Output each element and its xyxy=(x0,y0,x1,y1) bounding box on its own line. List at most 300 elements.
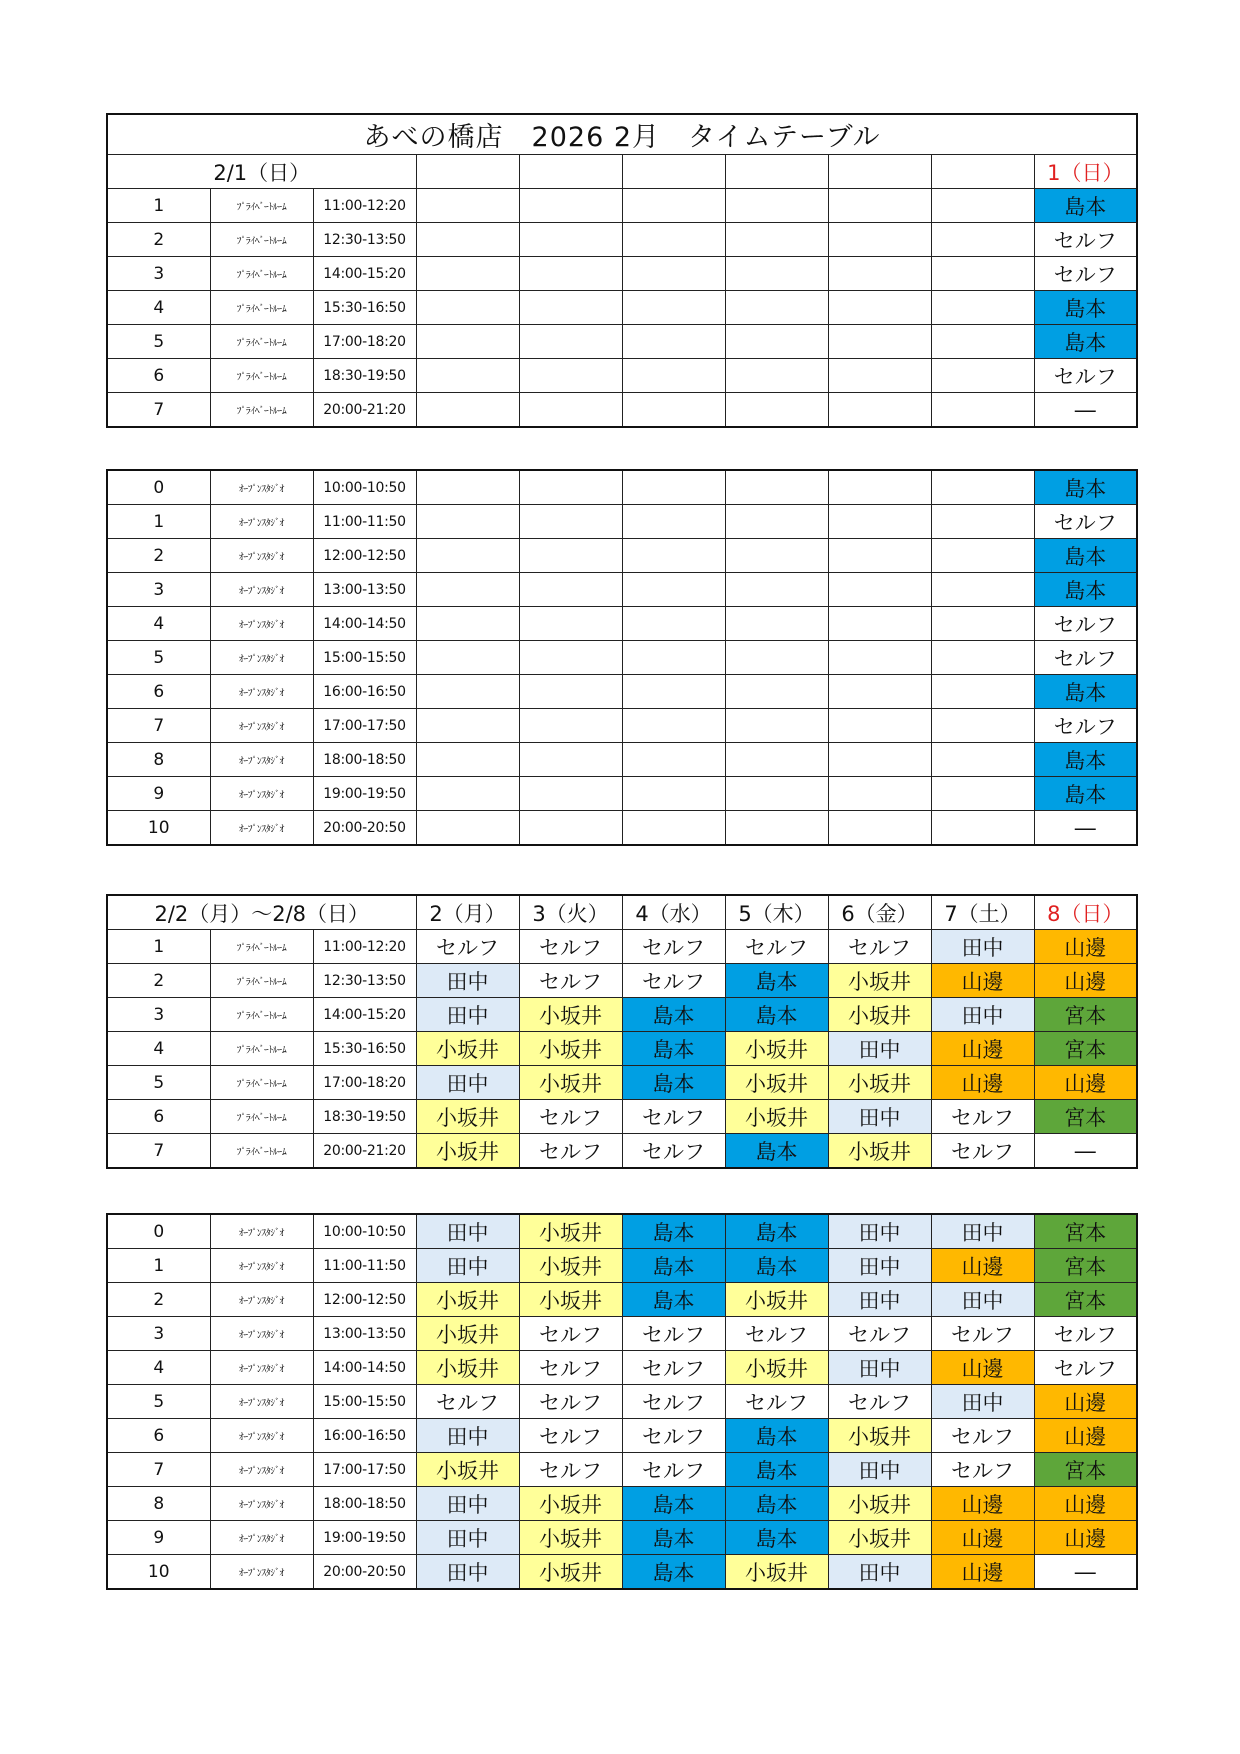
instructor-cell: 田中 xyxy=(416,1249,519,1283)
instructor-cell xyxy=(931,470,1034,505)
instructor-cell xyxy=(828,257,931,291)
instructor-cell xyxy=(622,811,725,846)
instructor-cell: 小坂井 xyxy=(725,1555,828,1590)
day-header xyxy=(622,155,725,189)
room-type: ｵｰﾌﾟﾝｽﾀｼﾞｵ xyxy=(210,675,313,709)
instructor-cell xyxy=(725,777,828,811)
instructor-cell: セルフ xyxy=(931,1134,1034,1169)
instructor-cell xyxy=(622,607,725,641)
time-slot: 14:00-14:50 xyxy=(313,1351,416,1385)
instructor-cell: セルフ xyxy=(519,1385,622,1419)
instructor-cell xyxy=(931,539,1034,573)
instructor-cell xyxy=(725,573,828,607)
slot-number: 1 xyxy=(107,189,210,223)
instructor-cell: 小坂井 xyxy=(519,1066,622,1100)
time-slot: 20:00-20:50 xyxy=(313,811,416,846)
instructor-cell: 宮本 xyxy=(1034,1032,1137,1066)
instructor-cell xyxy=(725,709,828,743)
table-row xyxy=(107,539,1137,573)
table-row xyxy=(107,743,1137,777)
instructor-cell xyxy=(725,743,828,777)
instructor-cell: 田中 xyxy=(828,1351,931,1385)
instructor-cell xyxy=(725,470,828,505)
time-slot: 18:30-19:50 xyxy=(313,1100,416,1134)
instructor-cell xyxy=(931,777,1034,811)
instructor-cell: セルフ xyxy=(519,1419,622,1453)
table-row xyxy=(107,1351,1137,1385)
date-header-row xyxy=(107,895,1137,930)
instructor-cell: 小坂井 xyxy=(828,1419,931,1453)
instructor-cell xyxy=(519,709,622,743)
instructor-cell xyxy=(725,607,828,641)
day-header: 8（日） xyxy=(1034,895,1137,930)
instructor-cell: セルフ xyxy=(828,930,931,964)
instructor-cell: 宮本 xyxy=(1034,1100,1137,1134)
instructor-cell: 小坂井 xyxy=(416,1032,519,1066)
time-slot: 16:00-16:50 xyxy=(313,675,416,709)
instructor-cell: 宮本 xyxy=(1034,998,1137,1032)
instructor-cell: 島本 xyxy=(622,1066,725,1100)
instructor-cell: 宮本 xyxy=(1034,1214,1137,1249)
time-slot: 16:00-16:50 xyxy=(313,1419,416,1453)
table-row xyxy=(107,1555,1137,1590)
instructor-cell xyxy=(519,811,622,846)
room-type: ｵｰﾌﾟﾝｽﾀｼﾞｵ xyxy=(210,1521,313,1555)
time-slot: 19:00-19:50 xyxy=(313,777,416,811)
instructor-cell: セルフ xyxy=(931,1453,1034,1487)
instructor-cell xyxy=(931,359,1034,393)
instructor-cell xyxy=(931,607,1034,641)
room-type: ｵｰﾌﾟﾝｽﾀｼﾞｵ xyxy=(210,811,313,846)
instructor-cell xyxy=(622,539,725,573)
instructor-cell xyxy=(931,675,1034,709)
instructor-cell: セルフ xyxy=(1034,257,1137,291)
instructor-cell: 山邊 xyxy=(931,1249,1034,1283)
instructor-cell xyxy=(416,189,519,223)
instructor-cell xyxy=(622,470,725,505)
instructor-cell: 小坂井 xyxy=(519,1249,622,1283)
instructor-cell: 島本 xyxy=(1034,539,1137,573)
instructor-cell xyxy=(828,777,931,811)
instructor-cell: 島本 xyxy=(1034,743,1137,777)
instructor-cell xyxy=(622,257,725,291)
instructor-cell: 島本 xyxy=(725,998,828,1032)
instructor-cell: 島本 xyxy=(725,1249,828,1283)
instructor-cell: 島本 xyxy=(725,1419,828,1453)
instructor-cell xyxy=(416,641,519,675)
slot-number: 2 xyxy=(107,539,210,573)
instructor-cell: 山邊 xyxy=(1034,1419,1137,1453)
instructor-cell xyxy=(828,393,931,428)
instructor-cell xyxy=(519,777,622,811)
instructor-cell: セルフ xyxy=(622,1100,725,1134)
room-type: ﾌﾟﾗｲﾍﾞｰﾄﾙｰﾑ xyxy=(210,1066,313,1100)
slot-number: 10 xyxy=(107,811,210,846)
instructor-cell xyxy=(416,257,519,291)
instructor-cell xyxy=(519,223,622,257)
room-type: ｵｰﾌﾟﾝｽﾀｼﾞｵ xyxy=(210,743,313,777)
instructor-cell: ― xyxy=(1034,1134,1137,1169)
instructor-cell xyxy=(622,505,725,539)
room-type: ﾌﾟﾗｲﾍﾞｰﾄﾙｰﾑ xyxy=(210,223,313,257)
instructor-cell: セルフ xyxy=(725,1385,828,1419)
instructor-cell: 小坂井 xyxy=(828,1134,931,1169)
table-row xyxy=(107,641,1137,675)
room-type: ﾌﾟﾗｲﾍﾞｰﾄﾙｰﾑ xyxy=(210,1134,313,1169)
instructor-cell: 島本 xyxy=(622,1249,725,1283)
instructor-cell xyxy=(828,573,931,607)
time-slot: 12:30-13:50 xyxy=(313,964,416,998)
day-header: 1（日） xyxy=(1034,155,1137,189)
table-row xyxy=(107,1100,1137,1134)
time-slot: 20:00-21:20 xyxy=(313,1134,416,1169)
instructor-cell xyxy=(828,291,931,325)
instructor-cell: 小坂井 xyxy=(519,998,622,1032)
instructor-cell: 田中 xyxy=(828,1453,931,1487)
instructor-cell xyxy=(622,777,725,811)
instructor-cell: 田中 xyxy=(931,1283,1034,1317)
date-range-label: 2/2（月）～2/8（日） xyxy=(107,895,416,930)
instructor-cell: セルフ xyxy=(725,1317,828,1351)
table-row xyxy=(107,1249,1137,1283)
instructor-cell xyxy=(725,223,828,257)
room-type: ｵｰﾌﾟﾝｽﾀｼﾞｵ xyxy=(210,470,313,505)
instructor-cell: 島本 xyxy=(622,998,725,1032)
instructor-cell xyxy=(416,811,519,846)
room-type: ｵｰﾌﾟﾝｽﾀｼﾞｵ xyxy=(210,1555,313,1590)
instructor-cell: 山邊 xyxy=(931,1032,1034,1066)
table-row xyxy=(107,257,1137,291)
room-type: ｵｰﾌﾟﾝｽﾀｼﾞｵ xyxy=(210,1283,313,1317)
instructor-cell: 小坂井 xyxy=(519,1283,622,1317)
time-slot: 12:00-12:50 xyxy=(313,539,416,573)
table-row xyxy=(107,470,1137,505)
instructor-cell: 山邊 xyxy=(931,1521,1034,1555)
table-row xyxy=(107,189,1137,223)
table-row xyxy=(107,505,1137,539)
instructor-cell xyxy=(519,325,622,359)
slot-number: 2 xyxy=(107,223,210,257)
instructor-cell xyxy=(622,675,725,709)
time-slot: 13:00-13:50 xyxy=(313,573,416,607)
instructor-cell: 小坂井 xyxy=(416,1317,519,1351)
instructor-cell: セルフ xyxy=(622,1351,725,1385)
instructor-cell: セルフ xyxy=(622,1385,725,1419)
time-slot: 11:00-11:50 xyxy=(313,505,416,539)
instructor-cell: セルフ xyxy=(622,1419,725,1453)
instructor-cell xyxy=(519,573,622,607)
table-row xyxy=(107,1317,1137,1351)
instructor-cell xyxy=(828,505,931,539)
instructor-cell xyxy=(622,641,725,675)
time-slot: 18:00-18:50 xyxy=(313,743,416,777)
instructor-cell: 小坂井 xyxy=(416,1351,519,1385)
instructor-cell xyxy=(622,393,725,428)
instructor-cell: セルフ xyxy=(931,1100,1034,1134)
instructor-cell xyxy=(519,359,622,393)
room-type: ﾌﾟﾗｲﾍﾞｰﾄﾙｰﾑ xyxy=(210,1032,313,1066)
room-type: ﾌﾟﾗｲﾍﾞｰﾄﾙｰﾑ xyxy=(210,189,313,223)
time-slot: 17:00-17:50 xyxy=(313,1453,416,1487)
instructor-cell: セルフ xyxy=(828,1385,931,1419)
instructor-cell: 田中 xyxy=(931,1385,1034,1419)
time-slot: 19:00-19:50 xyxy=(313,1521,416,1555)
day-header: 7（土） xyxy=(931,895,1034,930)
slot-number: 4 xyxy=(107,607,210,641)
time-slot: 14:00-15:20 xyxy=(313,998,416,1032)
instructor-cell xyxy=(725,675,828,709)
instructor-cell xyxy=(622,359,725,393)
instructor-cell xyxy=(931,709,1034,743)
time-slot: 17:00-18:20 xyxy=(313,1066,416,1100)
day-header xyxy=(828,155,931,189)
instructor-cell xyxy=(931,573,1034,607)
instructor-cell: 小坂井 xyxy=(828,1066,931,1100)
table-row xyxy=(107,930,1137,964)
instructor-cell xyxy=(931,743,1034,777)
instructor-cell: セルフ xyxy=(416,930,519,964)
instructor-cell: 島本 xyxy=(622,1283,725,1317)
slot-number: 3 xyxy=(107,998,210,1032)
instructor-cell: セルフ xyxy=(622,1134,725,1169)
table-row xyxy=(107,393,1137,428)
title-row xyxy=(107,114,1137,155)
instructor-cell xyxy=(622,709,725,743)
instructor-cell: 島本 xyxy=(725,964,828,998)
instructor-cell: 小坂井 xyxy=(416,1100,519,1134)
instructor-cell: 山邊 xyxy=(931,1066,1034,1100)
time-slot: 15:00-15:50 xyxy=(313,1385,416,1419)
instructor-cell: 山邊 xyxy=(1034,1521,1137,1555)
instructor-cell xyxy=(931,257,1034,291)
time-slot: 20:00-20:50 xyxy=(313,1555,416,1590)
instructor-cell: セルフ xyxy=(1034,359,1137,393)
instructor-cell: 田中 xyxy=(416,1419,519,1453)
table-week-open xyxy=(106,1213,1138,1590)
slot-number: 1 xyxy=(107,930,210,964)
slot-number: 7 xyxy=(107,1453,210,1487)
instructor-cell xyxy=(416,675,519,709)
time-slot: 11:00-12:20 xyxy=(313,930,416,964)
time-slot: 18:30-19:50 xyxy=(313,359,416,393)
instructor-cell: 島本 xyxy=(1034,470,1137,505)
instructor-cell xyxy=(931,325,1034,359)
instructor-cell: 田中 xyxy=(931,930,1034,964)
time-slot: 15:00-15:50 xyxy=(313,641,416,675)
instructor-cell: 小坂井 xyxy=(416,1283,519,1317)
slot-number: 4 xyxy=(107,1032,210,1066)
instructor-cell xyxy=(828,811,931,846)
instructor-cell xyxy=(519,539,622,573)
instructor-cell xyxy=(622,743,725,777)
instructor-cell: 山邊 xyxy=(1034,1066,1137,1100)
slot-number: 5 xyxy=(107,1066,210,1100)
instructor-cell: 島本 xyxy=(725,1214,828,1249)
room-type: ﾌﾟﾗｲﾍﾞｰﾄﾙｰﾑ xyxy=(210,393,313,428)
instructor-cell xyxy=(622,573,725,607)
instructor-cell xyxy=(931,393,1034,428)
table-row xyxy=(107,1066,1137,1100)
instructor-cell: 小坂井 xyxy=(519,1032,622,1066)
slot-number: 5 xyxy=(107,325,210,359)
room-type: ﾌﾟﾗｲﾍﾞｰﾄﾙｰﾑ xyxy=(210,359,313,393)
instructor-cell: ― xyxy=(1034,811,1137,846)
room-type: ﾌﾟﾗｲﾍﾞｰﾄﾙｰﾑ xyxy=(210,998,313,1032)
instructor-cell: 島本 xyxy=(622,1521,725,1555)
instructor-cell xyxy=(725,811,828,846)
room-type: ﾌﾟﾗｲﾍﾞｰﾄﾙｰﾑ xyxy=(210,930,313,964)
room-type: ｵｰﾌﾟﾝｽﾀｼﾞｵ xyxy=(210,1419,313,1453)
instructor-cell xyxy=(416,743,519,777)
slot-number: 7 xyxy=(107,393,210,428)
instructor-cell xyxy=(519,189,622,223)
instructor-cell: 小坂井 xyxy=(725,1066,828,1100)
instructor-cell: 島本 xyxy=(1034,325,1137,359)
time-slot: 10:00-10:50 xyxy=(313,470,416,505)
slot-number: 1 xyxy=(107,505,210,539)
instructor-cell: セルフ xyxy=(725,930,828,964)
table-row xyxy=(107,1214,1137,1249)
instructor-cell: 小坂井 xyxy=(725,1351,828,1385)
instructor-cell xyxy=(519,470,622,505)
table-row xyxy=(107,675,1137,709)
instructor-cell: 小坂井 xyxy=(828,998,931,1032)
instructor-cell: 宮本 xyxy=(1034,1283,1137,1317)
instructor-cell: 田中 xyxy=(416,998,519,1032)
instructor-cell: 島本 xyxy=(1034,675,1137,709)
time-slot: 12:00-12:50 xyxy=(313,1283,416,1317)
slot-number: 6 xyxy=(107,359,210,393)
instructor-cell: 田中 xyxy=(828,1555,931,1590)
instructor-cell: 田中 xyxy=(828,1032,931,1066)
instructor-cell: 田中 xyxy=(416,1555,519,1590)
time-slot: 20:00-21:20 xyxy=(313,393,416,428)
instructor-cell: セルフ xyxy=(931,1419,1034,1453)
instructor-cell: 島本 xyxy=(622,1555,725,1590)
slot-number: 10 xyxy=(107,1555,210,1590)
instructor-cell: 田中 xyxy=(416,1066,519,1100)
instructor-cell: 山邊 xyxy=(1034,1385,1137,1419)
instructor-cell xyxy=(519,607,622,641)
room-type: ｵｰﾌﾟﾝｽﾀｼﾞｵ xyxy=(210,709,313,743)
day-header xyxy=(931,155,1034,189)
instructor-cell xyxy=(828,709,931,743)
table-row xyxy=(107,1385,1137,1419)
instructor-cell xyxy=(519,641,622,675)
instructor-cell: 小坂井 xyxy=(725,1032,828,1066)
instructor-cell: セルフ xyxy=(1034,709,1137,743)
instructor-cell xyxy=(828,470,931,505)
slot-number: 4 xyxy=(107,1351,210,1385)
table-row xyxy=(107,325,1137,359)
slot-number: 2 xyxy=(107,1283,210,1317)
room-type: ﾌﾟﾗｲﾍﾞｰﾄﾙｰﾑ xyxy=(210,257,313,291)
slot-number: 4 xyxy=(107,291,210,325)
instructor-cell: セルフ xyxy=(1034,607,1137,641)
instructor-cell xyxy=(931,223,1034,257)
instructor-cell: 田中 xyxy=(416,1487,519,1521)
instructor-cell xyxy=(416,223,519,257)
instructor-cell xyxy=(725,641,828,675)
date-range-label: 2/1（日） xyxy=(107,155,416,189)
instructor-cell: 島本 xyxy=(1034,291,1137,325)
slot-number: 1 xyxy=(107,1249,210,1283)
time-slot: 13:00-13:50 xyxy=(313,1317,416,1351)
instructor-cell xyxy=(416,709,519,743)
instructor-cell xyxy=(416,393,519,428)
instructor-cell xyxy=(725,505,828,539)
instructor-cell: 田中 xyxy=(828,1214,931,1249)
day-header: 2（月） xyxy=(416,895,519,930)
room-type: ｵｰﾌﾟﾝｽﾀｼﾞｵ xyxy=(210,1453,313,1487)
table-row xyxy=(107,291,1137,325)
time-slot: 15:30-16:50 xyxy=(313,1032,416,1066)
instructor-cell xyxy=(931,189,1034,223)
instructor-cell: 小坂井 xyxy=(519,1521,622,1555)
instructor-cell xyxy=(519,257,622,291)
instructor-cell: 山邊 xyxy=(931,964,1034,998)
time-slot: 14:00-15:20 xyxy=(313,257,416,291)
day-header: 6（金） xyxy=(828,895,931,930)
instructor-cell xyxy=(519,291,622,325)
instructor-cell xyxy=(725,539,828,573)
day-header: 3（火） xyxy=(519,895,622,930)
instructor-cell: 小坂井 xyxy=(519,1555,622,1590)
room-type: ｵｰﾌﾟﾝｽﾀｼﾞｵ xyxy=(210,1487,313,1521)
instructor-cell: 田中 xyxy=(416,1521,519,1555)
instructor-cell: セルフ xyxy=(519,964,622,998)
room-type: ｵｰﾌﾟﾝｽﾀｼﾞｵ xyxy=(210,641,313,675)
instructor-cell: 山邊 xyxy=(931,1487,1034,1521)
instructor-cell: セルフ xyxy=(1034,1317,1137,1351)
instructor-cell: ― xyxy=(1034,393,1137,428)
instructor-cell: 小坂井 xyxy=(519,1487,622,1521)
date-header-row xyxy=(107,155,1137,189)
slot-number: 6 xyxy=(107,1100,210,1134)
instructor-cell: 田中 xyxy=(416,964,519,998)
time-slot: 15:30-16:50 xyxy=(313,291,416,325)
table-row xyxy=(107,964,1137,998)
instructor-cell: 山邊 xyxy=(1034,930,1137,964)
instructor-cell: 島本 xyxy=(725,1521,828,1555)
slot-number: 6 xyxy=(107,675,210,709)
day-header xyxy=(725,155,828,189)
instructor-cell: 山邊 xyxy=(931,1351,1034,1385)
instructor-cell: 小坂井 xyxy=(725,1100,828,1134)
room-type: ﾌﾟﾗｲﾍﾞｰﾄﾙｰﾑ xyxy=(210,1100,313,1134)
instructor-cell: 小坂井 xyxy=(828,964,931,998)
instructor-cell xyxy=(931,505,1034,539)
instructor-cell xyxy=(622,291,725,325)
instructor-cell: セルフ xyxy=(622,964,725,998)
room-type: ｵｰﾌﾟﾝｽﾀｼﾞｵ xyxy=(210,1385,313,1419)
time-slot: 10:00-10:50 xyxy=(313,1214,416,1249)
instructor-cell xyxy=(519,505,622,539)
instructor-cell: 田中 xyxy=(416,1214,519,1249)
instructor-cell xyxy=(828,539,931,573)
table-row xyxy=(107,709,1137,743)
instructor-cell: 小坂井 xyxy=(416,1453,519,1487)
room-type: ｵｰﾌﾟﾝｽﾀｼﾞｵ xyxy=(210,607,313,641)
table-row xyxy=(107,1419,1137,1453)
slot-number: 0 xyxy=(107,1214,210,1249)
instructor-cell xyxy=(725,189,828,223)
instructor-cell xyxy=(828,325,931,359)
time-slot: 18:00-18:50 xyxy=(313,1487,416,1521)
instructor-cell xyxy=(416,359,519,393)
slot-number: 9 xyxy=(107,1521,210,1555)
instructor-cell xyxy=(828,675,931,709)
